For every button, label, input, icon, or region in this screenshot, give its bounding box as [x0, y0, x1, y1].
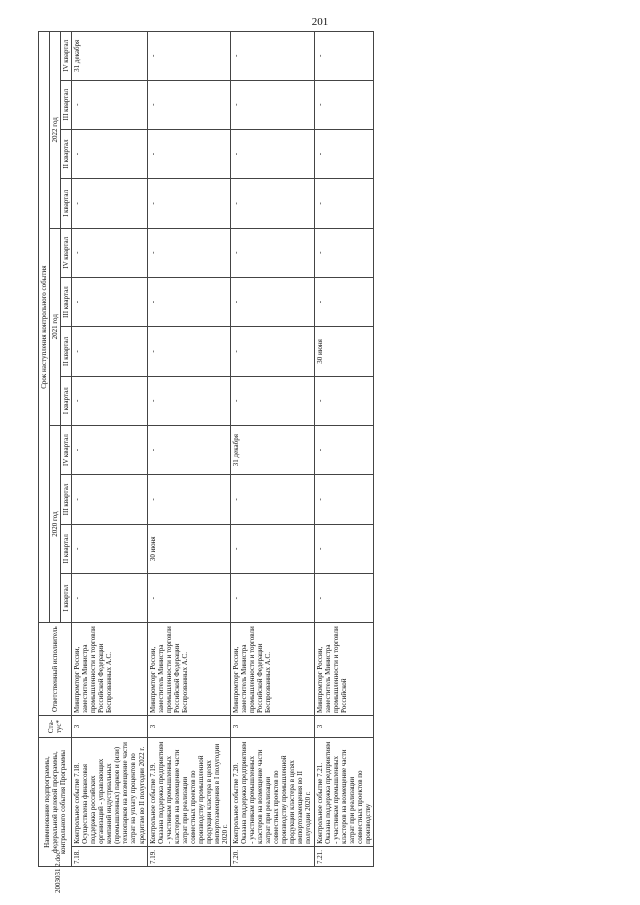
- status-cell: 3: [314, 715, 373, 737]
- event-name: Контрольное событие 7.20. Оказана поддержка предприятиям - участникам промышленных кластеров на возмещение части затрат при реализации совместных проектов по производству промышленной продукции кластера в целях импортозамещения во II полугодии 2020 г.: [231, 738, 314, 847]
- header-name: Наименование подпрограммы, федеральной целевой программы, контрольного события Программы: [39, 738, 72, 867]
- deadline-cell: -: [147, 32, 230, 81]
- deadline-cell: -: [72, 80, 147, 129]
- deadline-cell: -: [147, 376, 230, 425]
- deadline-cell: -: [72, 475, 147, 524]
- row-number: 7.19.: [147, 846, 230, 866]
- header-year: 2021 год: [50, 228, 61, 425]
- header-year: 2020 год: [50, 425, 61, 622]
- header-quarter: III квартал: [61, 475, 72, 524]
- deadline-cell: -: [147, 179, 230, 228]
- deadline-cell: -: [231, 179, 314, 228]
- deadline-cell: -: [314, 524, 373, 573]
- deadline-cell: -: [72, 179, 147, 228]
- executor-cell: Минпромторг России, заместитель Министра промышленности и торговли Российской Федерации Беспрозванных А.С.: [72, 623, 147, 716]
- deadline-cell: -: [314, 573, 373, 622]
- header-quarter: I квартал: [61, 376, 72, 425]
- header-quarter: I квартал: [61, 573, 72, 622]
- row-number: 7.20.: [231, 846, 314, 866]
- deadline-cell: -: [231, 573, 314, 622]
- deadline-cell: -: [231, 32, 314, 81]
- status-cell: 3: [147, 715, 230, 737]
- table-row: [72, 32, 147, 867]
- event-name: Контрольное событие 7.19. Оказана поддержка предприятиям - участникам промышленных кластеров на возмещение части затрат при реализации совместных проектов по производству промышленной продукции кластера в целях импортозамещения в I полугодии 2020 г.: [147, 738, 230, 847]
- status-cell: 3: [72, 715, 147, 737]
- event-name: Контрольное событие 7.21. Оказана поддержка предприятиям - участникам промышленных кластеров на возмещение части затрат при реализации совместных проектов по производству: [314, 738, 373, 847]
- page-number: 201: [311, 16, 329, 28]
- deadline-cell: -: [314, 129, 373, 178]
- header-status: Ста- тус*: [39, 715, 72, 737]
- deadline-cell: 31 декабря: [231, 425, 314, 474]
- deadline-cell: 31 декабря: [72, 32, 147, 81]
- deadline-cell: -: [231, 475, 314, 524]
- deadline-cell: -: [147, 475, 230, 524]
- header-quarter: II квартал: [61, 524, 72, 573]
- deadline-cell: -: [147, 228, 230, 277]
- executor-cell: Минпромторг России, заместитель Министра промышленности и торговли Российской Федерации Беспрозванных А.С.: [147, 623, 230, 716]
- table-row: [147, 32, 230, 867]
- header-deadline: Срок наступления контрольного события: [39, 32, 50, 623]
- deadline-cell: -: [72, 376, 147, 425]
- footer-filename: 2003031 2.doc: [54, 851, 62, 893]
- control-events-table: [38, 31, 374, 867]
- header-quarter: IV квартал: [61, 228, 72, 277]
- table-row: [231, 32, 314, 867]
- deadline-cell: 30 июня: [314, 327, 373, 376]
- deadline-cell: -: [231, 376, 314, 425]
- deadline-cell: -: [147, 425, 230, 474]
- deadline-cell: -: [147, 80, 230, 129]
- deadline-cell: 30 июня: [147, 524, 230, 573]
- rotated-page: [38, 31, 604, 867]
- deadline-cell: -: [231, 277, 314, 326]
- deadline-cell: -: [314, 228, 373, 277]
- status-cell: 3: [231, 715, 314, 737]
- header-quarter: II квартал: [61, 129, 72, 178]
- deadline-cell: -: [231, 327, 314, 376]
- deadline-cell: -: [147, 573, 230, 622]
- deadline-cell: -: [314, 80, 373, 129]
- header-quarter: IV квартал: [61, 425, 72, 474]
- deadline-cell: -: [314, 475, 373, 524]
- deadline-cell: -: [314, 179, 373, 228]
- deadline-cell: -: [314, 277, 373, 326]
- header-quarter: III квартал: [61, 277, 72, 326]
- deadline-cell: -: [147, 327, 230, 376]
- deadline-cell: -: [314, 425, 373, 474]
- deadline-cell: -: [231, 228, 314, 277]
- executor-cell: Минпромторг России, заместитель Министра промышленности и торговли Российской: [314, 623, 373, 716]
- header-quarter: II квартал: [61, 327, 72, 376]
- deadline-cell: -: [72, 129, 147, 178]
- deadline-cell: -: [72, 277, 147, 326]
- deadline-cell: -: [231, 129, 314, 178]
- deadline-cell: -: [72, 327, 147, 376]
- executor-cell: Минпромторг России, заместитель Министра промышленности и торговли Российской Федерации Беспрозванных А.С.: [231, 623, 314, 716]
- deadline-cell: -: [147, 129, 230, 178]
- deadline-cell: -: [72, 524, 147, 573]
- row-number: 7.18.: [72, 846, 147, 866]
- deadline-cell: -: [72, 228, 147, 277]
- header-year: 2022 год: [50, 32, 61, 229]
- deadline-cell: -: [231, 524, 314, 573]
- header-quarter: III квартал: [61, 80, 72, 129]
- header-quarter: IV квартал: [61, 32, 72, 81]
- deadline-cell: -: [314, 376, 373, 425]
- deadline-cell: -: [72, 573, 147, 622]
- header-executor: Ответственный исполнитель: [39, 623, 72, 716]
- row-number: 7.21.: [314, 846, 373, 866]
- table-row: [314, 32, 373, 867]
- deadline-cell: -: [314, 32, 373, 81]
- deadline-cell: -: [147, 277, 230, 326]
- deadline-cell: -: [231, 80, 314, 129]
- deadline-cell: -: [72, 425, 147, 474]
- event-name: Контрольное событие 7.18. Осуществлена финансовая поддержка российских организаций - управляющих компаний индустриальных (промышленных) парков и (или) технопарков на возмещение части затрат на уплату процентов по кредитам во II полугодии 2022 г.: [72, 738, 147, 847]
- header-quarter: I квартал: [61, 179, 72, 228]
